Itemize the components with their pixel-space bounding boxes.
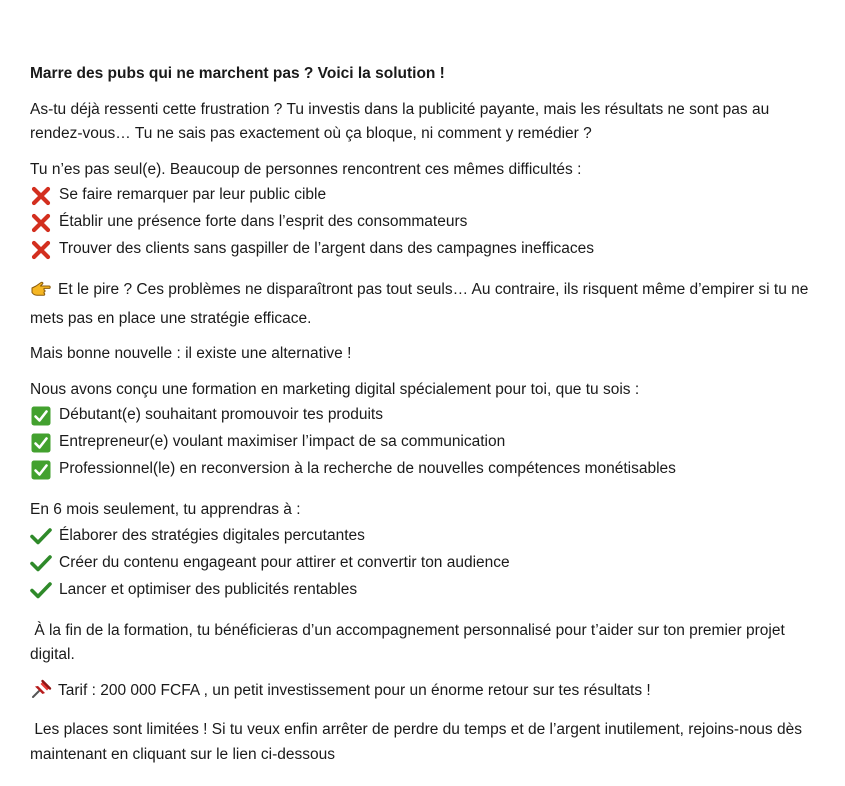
list-item-text: Créer du contenu engageant pour attirer et convertir ton audience (59, 553, 510, 571)
list-item-text: Se faire remarquer par leur public cible (59, 186, 327, 204)
list-item-text: Professionnel(le) en reconversion à la recherche de nouvelles compétences monétisables (59, 460, 676, 478)
intro-paragraph: As-tu déjà ressenti cette frustration ? Tu investis dans la publicité payante, mais les résultats ne sont pas au rendez-vous… Tu ne sais pas exactement où ça bloque, ni comment y remédier ? (30, 100, 770, 142)
closing-paragraph (30, 718, 815, 767)
list-item (30, 456, 815, 483)
check-box-icon (30, 433, 52, 453)
followup-paragraph (30, 619, 815, 668)
post-title: Marre des pubs qui ne marchent pas ? Voici la solution ! (30, 65, 445, 82)
skills-lead: En 6 mois seulement, tu apprendras à : (30, 501, 301, 518)
pointing-hand-icon (30, 280, 52, 307)
list-item-text: Trouver des clients sans gaspiller de l’argent dans des campagnes inefficaces (59, 240, 595, 258)
check-box-icon (30, 460, 52, 480)
list-item-text: Entrepreneur(e) voulant maximiser l’impact de sa communication (59, 433, 506, 451)
cross-mark-icon (30, 240, 52, 260)
check-mark-icon (30, 526, 52, 546)
worse-paragraph (30, 278, 815, 331)
list-item (30, 577, 815, 604)
list-item (30, 429, 815, 456)
list-item-text: Lancer et optimiser des publicités rentables (59, 580, 358, 598)
list-item (30, 402, 815, 429)
pushpin-icon (30, 679, 52, 708)
list-item (30, 236, 815, 263)
list-item (30, 209, 815, 236)
list-item (30, 182, 815, 209)
price-text: Tarif : 200 000 FCFA , un petit investissement pour un énorme retour sur tes résultats ! (58, 681, 651, 699)
price-paragraph (30, 679, 815, 708)
followup-text: À la fin de la formation, tu bénéficieras d’un accompagnement personnalisé pour t’aider sur ton premier projet digital. (30, 621, 790, 663)
worse-text: Et le pire ? Ces problèmes ne disparaîtront pas tout seuls… Au contraire, ils risquent même d’empirer si tu ne mets pas en place une stratégie efficace. (30, 281, 809, 327)
post-body (30, 62, 815, 778)
closing-text: Les places sont limitées ! Si tu veux enfin arrêter de perdre du temps et de l’argent inutilement, rejoins-nous dès maintenant en cliquant sur le lien ci-dessous (30, 721, 807, 763)
check-mark-icon (30, 553, 52, 573)
list-item-text: Élaborer des stratégies digitales percutantes (59, 526, 365, 544)
skills-list (30, 523, 815, 604)
cross-mark-icon (30, 186, 52, 206)
list-item (30, 523, 815, 550)
list-item-text: Établir une présence forte dans l’esprit des consommateurs (59, 213, 468, 231)
list-item (30, 550, 815, 577)
check-mark-icon (30, 580, 52, 600)
good-news-paragraph: Mais bonne nouvelle : il existe une alternative ! (30, 345, 352, 362)
problems-list (30, 182, 815, 263)
check-box-icon (30, 406, 52, 426)
problems-lead: Tu n’es pas seul(e). Beaucoup de personnes rencontrent ces mêmes difficultés : (30, 160, 582, 178)
audience-list (30, 402, 815, 483)
audience-lead: Nous avons conçu une formation en marketing digital spécialement pour toi, que tu sois : (30, 380, 640, 398)
cross-mark-icon (30, 213, 52, 233)
list-item-text: Débutant(e) souhaitant promouvoir tes produits (59, 406, 383, 424)
